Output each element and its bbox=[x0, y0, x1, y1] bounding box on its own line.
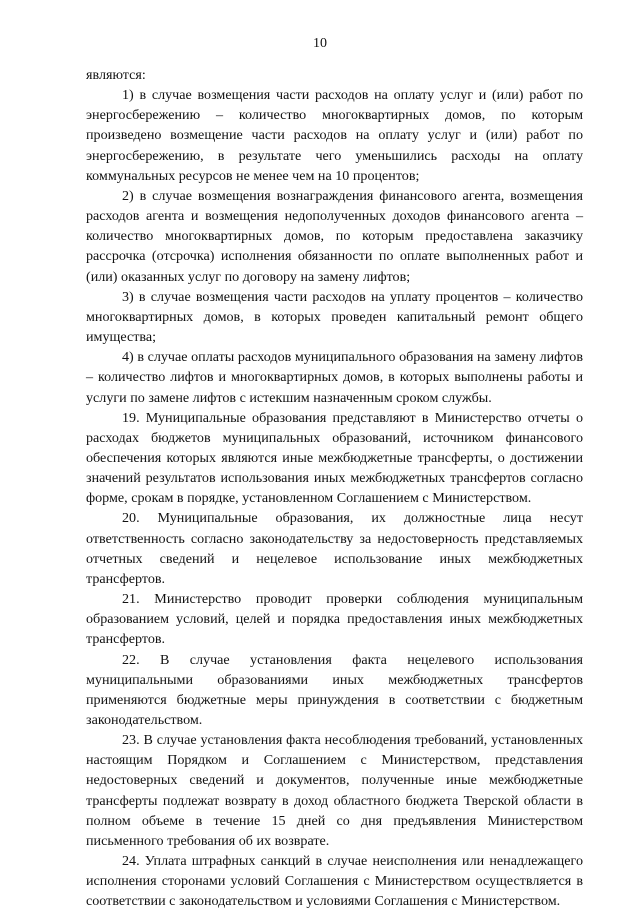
paragraph-19: 19. Муниципальные образования представляют в Министерство отчеты о расходах бюджетов муниципальных образований, источником финансового обеспечения которых являются иные межбюджетные трансферты, о достижении значений результатов использования иных межбюджетных трансфертов согласно форме, срокам в порядке, установленном Соглашением с Министерством. bbox=[86, 409, 583, 507]
paragraph-item-4: 4) в случае оплаты расходов муниципального образования на замену лифтов – количество лифтов и многоквартирных домов, в которых выполнены работы и услуги по замене лифтов с истекшим назначенным сроком службы. bbox=[86, 349, 583, 406]
paragraph-item-1: 1) в случае возмещения части расходов на оплату услуг и (или) работ по энергосбережению – количество многоквартирных домов, по которым произведено возмещение части расходов на оплату услуг и (или) работ по энергосбережению, в результате чего уменьшились расходы на оплату коммунальных ресурсов не менее чем на 10 процентов; bbox=[86, 87, 583, 184]
paragraph-22: 22. В случае установления факта нецелевого использования муниципальными образованиями иных межбюджетных трансфертов применяются бюджетные меры принуждения в соответствии с бюджетным законодательством. bbox=[86, 651, 583, 728]
page-number: 10 bbox=[313, 36, 327, 51]
paragraph-item-3: 3) в случае возмещения части расходов на уплату процентов – количество многоквартирных домов, в которых проведен капитальный ремонт общего имущества; bbox=[86, 288, 583, 346]
paragraph-continuation: являются: bbox=[86, 67, 146, 83]
document-body bbox=[86, 65, 583, 912]
paragraph-24: 24. Уплата штрафных санкций в случае неисполнения или ненадлежащего исполнения сторонами условий Соглашения с Министерством осуществляется в соответствии с законодательством и условиями Соглашения с Министерством. bbox=[86, 853, 583, 910]
paragraph-20: 20. Муниципальные образования, их должностные лица несут ответственность согласно законодательству за недостоверность представляемых отчетных сведений и нецелевое использование иных межбюджетных трансфертов. bbox=[86, 510, 583, 587]
paragraph-21: 21. Министерство проводит проверки соблюдения муниципальным образованием условий, целей и порядка предоставления иных межбюджетных трансфертов. bbox=[86, 591, 583, 648]
paragraph-item-2: 2) в случае возмещения вознаграждения финансового агента, возмещения расходов агента и возмещения недополученных доходов финансового агента – количество многоквартирных домов, по которым предоставлена заказчику рассрочка (отсрочка) исполнения обязанности по оплате выполненных работ и (или) оказанных услуг по договору на замену лифтов; bbox=[86, 187, 583, 285]
paragraph-23: 23. В случае установления факта несоблюдения требований, установленных настоящим Порядком и Соглашением с Министерством, представления недостоверных сведений и документов, полученные иные межбюджетные трансферты подлежат возврату в доход областного бюджета Тверской области в полном объеме в течение 15 дней со дня предъявления Министерством письменного требования об их возврате. bbox=[86, 732, 583, 849]
